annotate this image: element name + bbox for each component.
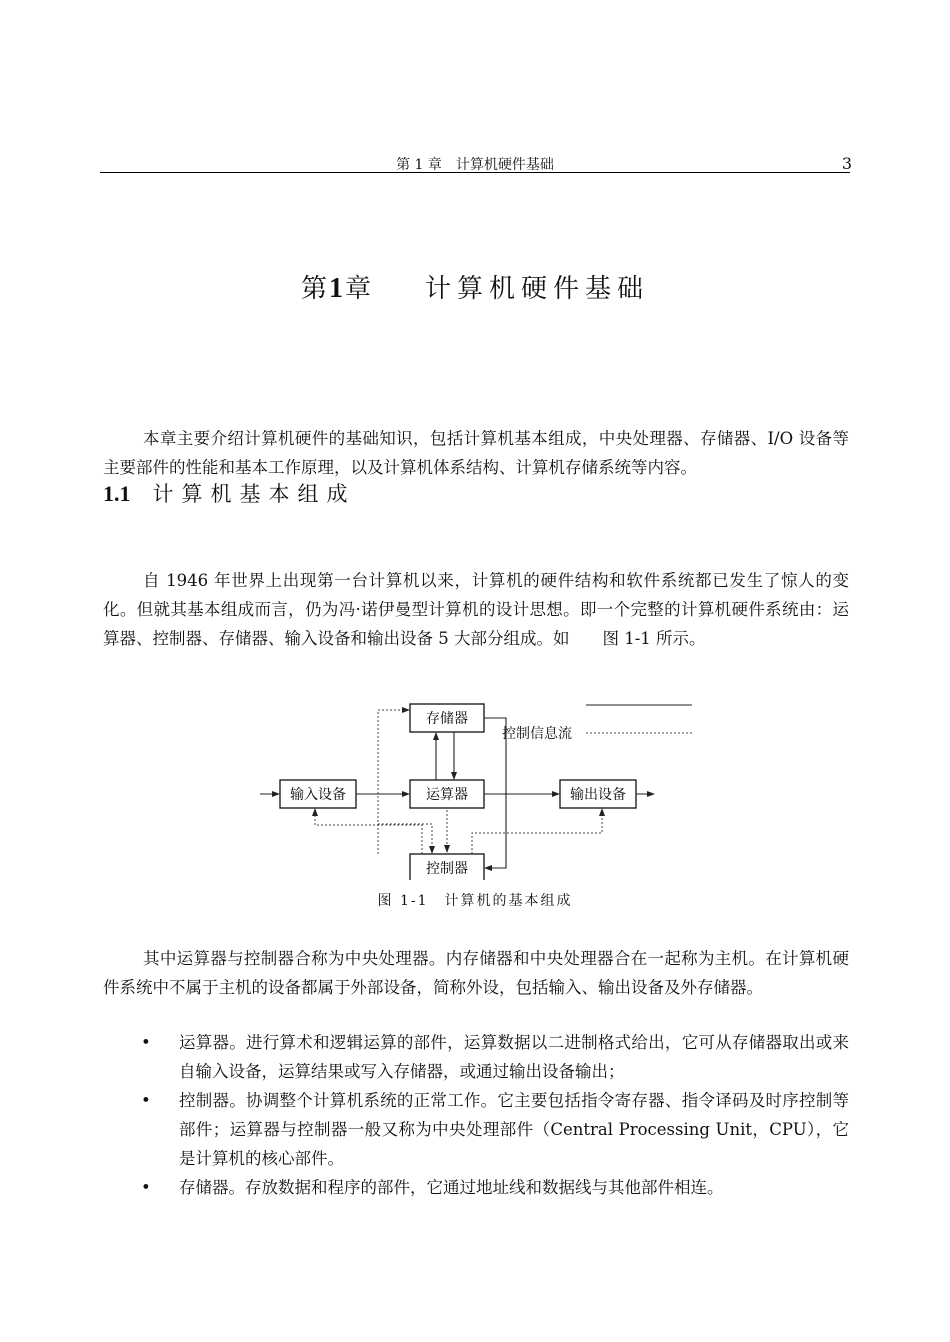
input-label: 输入设备 [290,787,346,803]
list-item-text: 存储器。存放数据和程序的部件，它通过地址线和数据线与其他部件相连。 [179,1178,724,1197]
after-figure-paragraph: 其中运算器与控制器合称为中央处理器。内存储器和中央处理器合在一起称为主机。在计算机硬件系统中不属于主机的设备都属于外部设备，简称外设，包括输入、输出设备及外存储器。 [103,949,849,997]
bullet-dot: • [141,1178,151,1197]
list-item [103,1028,849,1086]
component-list [103,1028,849,1202]
bullet-dot: • [141,1091,151,1110]
chapter-title [0,268,950,305]
alu-box [410,780,484,808]
figure-caption: 图 1-1 计算机的基本组成 [377,893,573,909]
chapter-label-suffix: 章 [344,274,373,304]
bullet-dot: • [141,1033,151,1052]
memory-box [410,704,484,732]
chapter-label-prefix: 第 [300,274,329,304]
chapter-number: 1 [328,273,345,304]
control-label: 控制器 [426,861,468,877]
list-item-text: 运算器。进行算术和逻辑运算的部件，运算数据以二进制格式给出，它可从存储器取出或来自输入设备，运算结果或写入存储器，或通过输出设备输出； [179,1033,849,1081]
list-item [103,1173,849,1202]
alu-label: 运算器 [426,787,468,803]
output-label: 输出设备 [570,787,626,803]
memory-label: 存储器 [426,711,468,727]
section-number: 1.1 [103,481,131,506]
computer-composition-diagram [250,700,700,880]
list-item-text: 控制器。协调整个计算机系统的正常工作。它主要包括指令寄存器、指令译码及时序控制等部件；运算器与控制器一般又称为中央处理部件（Central Processing Unit，CPU），它是计算机的核心部件。 [179,1091,849,1168]
chapter-name: 计算机硬件基础 [425,274,650,304]
intro-paragraph: 本章主要介绍计算机硬件的基础知识，包括计算机基本组成，中央处理器、存储器、I/O 设备等主要部件的性能和基本工作原理，以及计算机体系结构、计算机存储系统等内容。 [103,429,849,477]
output-box [560,780,636,808]
input-box [280,780,356,808]
control-box [410,854,484,880]
running-head [100,152,850,173]
legend-label: 控制信息流 [502,726,572,742]
section-paragraph: 自 1946 年世界上出现第一台计算机以来，计算机的硬件结构和软件系统都已发生了惊人的变化。但就其基本组成而言，仍为冯·诺伊曼型计算机的设计思想。即一个完整的计算机硬件系统由：运算器、控制器、存储器、输入设备和输出设备 5 大部分组成。如 图 1-1 所示。 [103,571,849,648]
section-title: 计算机基本组成 [152,482,356,506]
section-heading [103,478,356,508]
running-head-text: 第 1 章 计算机硬件基础 [396,157,554,173]
page-number: 3 [841,154,852,173]
list-item [103,1086,849,1173]
